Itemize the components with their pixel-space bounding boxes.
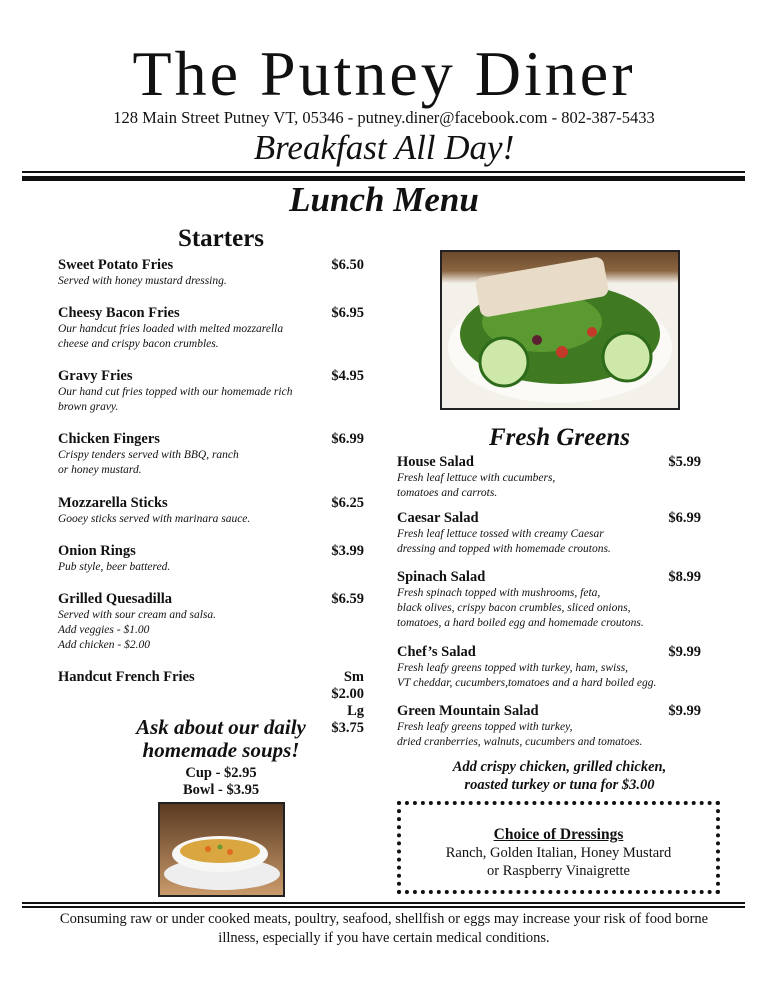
menu-item — [58, 257, 364, 289]
salad-photo — [440, 250, 680, 410]
menu-item — [58, 305, 364, 352]
menu-item — [397, 644, 701, 691]
starters-heading: Starters — [177, 225, 265, 252]
item-price: $6.95 — [331, 305, 364, 321]
soups-callout — [100, 716, 342, 762]
item-description: brown gravy. — [58, 401, 119, 413]
menu-item — [58, 591, 364, 653]
address-line: 128 Main Street Putney VT, 05346 - putney.diner@facebook.com - 802-387-5433 — [113, 108, 655, 127]
item-price: $5.99 — [668, 454, 701, 470]
item-name: Onion Rings — [58, 543, 136, 559]
soup-photo — [158, 802, 285, 897]
item-description: Fresh leafy greens topped with turkey, ham, swiss, — [397, 662, 629, 674]
item-name: Handcut French Fries — [58, 669, 195, 685]
dressings-box — [397, 801, 720, 894]
divider — [22, 906, 745, 908]
menu-item — [397, 454, 701, 501]
item-name: Mozzarella Sticks — [58, 495, 168, 511]
item-name: Caesar Salad — [397, 510, 479, 526]
dressings-line: or Raspberry Vinaigrette — [486, 863, 630, 879]
item-name: Chef’s Salad — [397, 644, 476, 660]
menu-item — [397, 703, 701, 750]
soup-bowl-price: Bowl - $3.95 — [182, 782, 260, 798]
item-price: Sm $2.00 Lg $3.75 — [331, 669, 364, 736]
item-description: tomatoes, a hard boiled egg and homemade croutons. — [397, 617, 644, 629]
menu-item — [58, 368, 364, 415]
item-price: $3.99 — [331, 543, 364, 559]
item-price: $6.99 — [331, 431, 364, 447]
item-description: dried cranberries, walnuts, cucumbers and tomatoes. — [397, 736, 643, 748]
item-description: Pub style, beer battered. — [58, 561, 171, 573]
item-price: $4.95 — [331, 368, 364, 384]
item-price: $6.50 — [331, 257, 364, 273]
item-name: Sweet Potato Fries — [58, 257, 174, 273]
dressings-line: Ranch, Golden Italian, Honey Mustard — [445, 845, 672, 861]
menu-item — [397, 510, 701, 557]
item-description: Gooey sticks served with marinara sauce. — [58, 513, 251, 525]
item-price: $9.99 — [668, 703, 701, 719]
item-name: Gravy Fries — [58, 368, 133, 384]
item-price: $9.99 — [668, 644, 701, 660]
menu-item — [58, 543, 364, 575]
item-description: Our handcut fries loaded with melted mozzarella — [58, 323, 284, 335]
soups-line: homemade soups! — [142, 738, 300, 762]
item-description: Fresh leafy greens topped with turkey, — [397, 721, 573, 733]
item-description: Fresh leaf lettuce with cucumbers, — [397, 472, 556, 484]
divider — [22, 171, 745, 173]
menu-item — [58, 495, 364, 527]
disclaimer-line: Consuming raw or under cooked meats, poultry, seafood, shellfish or eggs may increase your risk of food borne — [59, 911, 709, 927]
item-description: VT cheddar, cucumbers,tomatoes and a hard boiled egg. — [397, 677, 657, 689]
soups-line: Ask about our daily — [136, 715, 306, 739]
addon-line: Add crispy chicken, grilled chicken, — [452, 759, 667, 775]
soup-image — [160, 804, 283, 895]
add-protein-note — [397, 758, 722, 794]
item-description: Crispy tenders served with BBQ, ranch — [58, 449, 239, 461]
item-name: Chicken Fingers — [58, 431, 160, 447]
item-description: Served with sour cream and salsa. — [58, 609, 217, 621]
item-price: $6.25 — [331, 495, 364, 511]
addon-line: roasted turkey or tuna for $3.00 — [464, 777, 655, 793]
item-description: Add chicken - $2.00 — [58, 639, 150, 651]
menu-item — [397, 569, 701, 631]
item-price: $6.59 — [331, 591, 364, 607]
item-description: Served with honey mustard dressing. — [58, 275, 227, 287]
item-description: Fresh leaf lettuce tossed with creamy Caesar — [397, 528, 604, 540]
disclaimer-line: illness, especially if you have certain medical conditions. — [218, 930, 550, 946]
item-name: Green Mountain Salad — [397, 703, 539, 719]
item-name: Cheesy Bacon Fries — [58, 305, 180, 321]
item-price: $8.99 — [668, 569, 701, 585]
item-description: tomatoes and carrots. — [397, 487, 498, 499]
item-name: House Salad — [397, 454, 474, 470]
item-description: Add veggies - $1.00 — [58, 624, 150, 636]
item-description: or honey mustard. — [58, 464, 142, 476]
restaurant-title: The Putney Diner — [132, 38, 636, 109]
divider — [22, 902, 745, 904]
soup-cup-price: Cup - $2.95 — [185, 765, 257, 781]
item-name: Grilled Quesadilla — [58, 591, 172, 607]
menu-title: Lunch Menu — [289, 180, 479, 219]
item-description: Fresh spinach topped with mushrooms, feta, — [397, 587, 601, 599]
item-price: $6.99 — [668, 510, 701, 526]
item-description: black olives, crispy bacon crumbles, sliced onions, — [397, 602, 631, 614]
item-description: Our hand cut fries topped with our homemade rich — [58, 386, 293, 398]
item-name: Spinach Salad — [397, 569, 486, 585]
tagline: Breakfast All Day! — [253, 128, 515, 167]
item-description: dressing and topped with homemade croutons. — [397, 543, 611, 555]
health-disclaimer — [40, 910, 728, 948]
menu-item — [58, 431, 364, 478]
fresh-greens-heading: Fresh Greens — [489, 424, 630, 451]
item-description: cheese and crispy bacon crumbles. — [58, 338, 219, 350]
dressings-heading: Choice of Dressings — [493, 826, 624, 843]
salad-image — [442, 252, 678, 408]
